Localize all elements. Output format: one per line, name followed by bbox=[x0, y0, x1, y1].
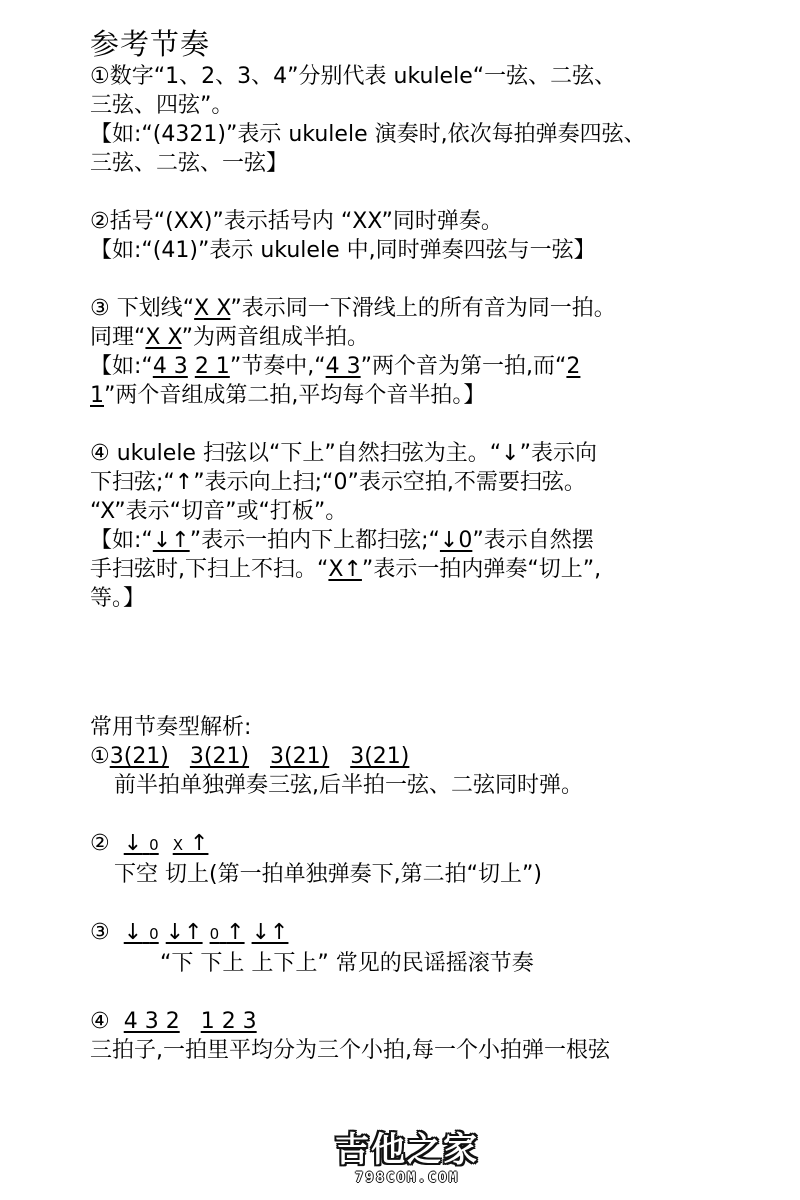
notation-group: ↓↑ bbox=[165, 920, 203, 945]
underlined-notation: ↓0 bbox=[439, 528, 473, 553]
pattern-3-notation: ③ ↓ 0 ↓↑ 0 ↑ ↓↑ bbox=[90, 920, 289, 945]
notation-group: ↓ 0 bbox=[123, 920, 159, 945]
notation-group: 3(21) bbox=[189, 744, 250, 769]
pattern-1-notation: ①3(21) 3(21) 3(21) 3(21) bbox=[90, 744, 410, 769]
page-title: 参考节奏 bbox=[90, 27, 211, 61]
underlined-notation: ↓↑ bbox=[152, 528, 190, 553]
section-4-line-3: “X”表示“切音”或“打板”。 bbox=[90, 499, 348, 524]
underlined-notation: X X bbox=[145, 325, 182, 350]
pattern-4-notation: ④ 4 3 2 1 2 3 bbox=[90, 1009, 257, 1034]
pattern-4-description: 三拍子,一拍里平均分为三个小拍,每一个小拍弹一根弦 bbox=[90, 1038, 610, 1063]
notation-group: X ↑ bbox=[172, 831, 209, 856]
underlined-notation: 4 3 bbox=[325, 354, 361, 379]
section-2-line-1: ②括号“(XX)”表示括号内 “XX”同时弹奏。 bbox=[90, 209, 503, 234]
section-1-line-3: 【如:“(4321)”表示 ukulele 演奏时,依次每拍弹奏四弦、 bbox=[90, 122, 646, 147]
underlined-notation: 4 3 bbox=[152, 354, 188, 379]
notation-group: ↓↑ bbox=[251, 920, 289, 945]
pattern-1-description: 前半拍单独弹奏三弦,后半拍一弦、二弦同时弹。 bbox=[114, 773, 583, 798]
notation-group: 3(21) bbox=[350, 744, 410, 769]
notation-group: 3(21) bbox=[109, 744, 169, 769]
document-page bbox=[90, 26, 770, 1065]
notation-group: 0 ↑ bbox=[209, 920, 245, 945]
section-4-line-4: 【如:“↓↑”表示一拍内下上都扫弦;“↓0”表示自然摆 bbox=[90, 528, 594, 553]
pattern-2-description: 下空 切上(第一拍单独弹奏下,第二拍“切上”) bbox=[114, 862, 542, 887]
pattern-2-notation: ② ↓ 0 X ↑ bbox=[90, 831, 209, 856]
underlined-notation: X↑ bbox=[328, 557, 362, 582]
underlined-notation: X X bbox=[194, 296, 231, 321]
logo-main-text: 吉他之家 bbox=[335, 1130, 479, 1170]
section-4-line-1: ④ ukulele 扫弦以“下上”自然扫弦为主。“↓”表示向 bbox=[90, 441, 597, 466]
common-heading: 常用节奏型解析: bbox=[90, 715, 252, 740]
section-4-line-5: 手扫弦时,下扫上不扫。“X↑”表示一拍内弹奏“切上”, bbox=[90, 557, 602, 582]
notation-group: 4 3 2 bbox=[123, 1009, 180, 1034]
section-3-line-2: 同理“X X”为两音组成半拍。 bbox=[90, 325, 370, 350]
section-4-line-2: 下扫弦;“↑”表示向上扫;“0”表示空拍,不需要扫弦。 bbox=[90, 470, 586, 495]
underlined-notation: 2 bbox=[566, 354, 581, 379]
notation-group: 3(21) bbox=[270, 744, 330, 769]
section-4-line-6: 等。】 bbox=[90, 586, 146, 611]
section-2-line-2: 【如:“(41)”表示 ukulele 中,同时弹奏四弦与一弦】 bbox=[90, 238, 596, 263]
notation-group: ↓ 0 bbox=[123, 831, 159, 856]
section-1-line-2: 三弦、四弦”。 bbox=[90, 93, 234, 118]
underlined-notation: 2 1 bbox=[194, 354, 230, 379]
notation-group: 1 2 3 bbox=[200, 1009, 257, 1034]
section-3-line-4: 1”两个音组成第二拍,平均每个音半拍。】 bbox=[90, 383, 486, 408]
pattern-3-description: “下 下上 上下上” 常见的民谣摇滚节奏 bbox=[160, 951, 534, 976]
underlined-notation: 1 bbox=[90, 383, 104, 408]
site-logo bbox=[334, 1130, 480, 1190]
section-1-line-1: ①数字“1、2、3、4”分别代表 ukulele“一弦、二弦、 bbox=[90, 64, 617, 89]
section-3-line-1: ③ 下划线“X X”表示同一下滑线上的所有音为同一拍。 bbox=[90, 296, 616, 321]
section-3-line-3: 【如:“4 3 2 1”节奏中,“4 3”两个音为第一拍,而“2 bbox=[90, 354, 581, 379]
section-1-line-4: 三弦、二弦、一弦】 bbox=[90, 151, 289, 176]
logo-sub-text: 798COM.COM bbox=[354, 1170, 460, 1186]
